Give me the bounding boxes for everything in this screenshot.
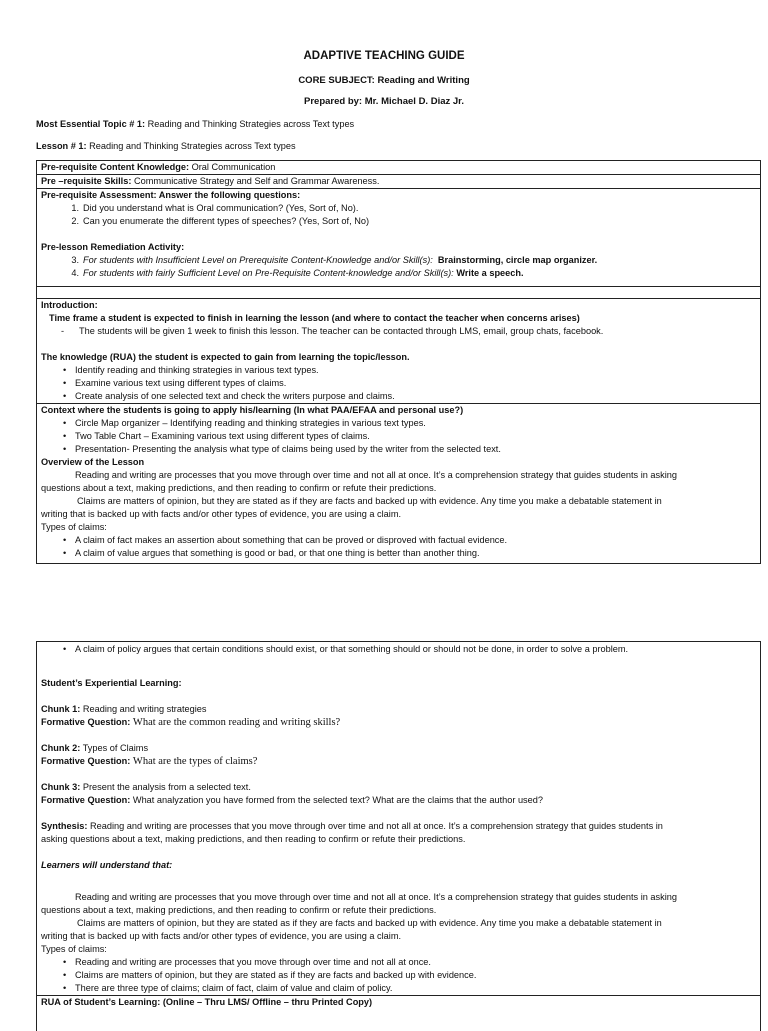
- context-item: • Two Table Chart – Examining various text using different types of claims.: [63, 431, 370, 441]
- assessment-question-2: 2. Can you enumerate the different types of speeches? (Yes, Sort of, No): [71, 216, 369, 226]
- prereq-skills-row: Pre –requisite Skills: Communicative Strategy and Self and Grammar Awareness.: [37, 175, 760, 189]
- learners-label: Learners will understand that:: [41, 860, 173, 870]
- chunk-3-question: Formative Question: What analyzation you have formed from the selected text? What are the claims that the author used?: [41, 795, 543, 805]
- context-row: Context where the students is going to apply his/learning (In what PAA/EFAA and personal use?) • Circle Map organizer – Identifying reading and thinking strategies in various text types. • Two Table Chart – Examining various text using different types of claims. • Presentation- Presenting the analysis what type of claims being used by the writer from the selected text. Overview of the Lesson Reading and writing are processes that you move through over time and not all at once. It’s a comprehension strategy that guides students in asking questions about a text, making predictions, and then reading to confirm or refute their predictions. Claims are matters of opinion, but they are stated as if they are facts and backed up with evidence. Any time you make a debatable statement in writing that is backed up with facts and/or other types of evidence, you are using a claim. Types of claims: • A claim of fact makes an assertion about something that can be proved or disproved with factual evidence. • A claim of value argues that something is good or bad, or that one thing is better than another thing.: [37, 404, 760, 563]
- overview-paragraph-2b: writing that is backed up with facts and/or other types of evidence, you are using a claim.: [41, 509, 402, 519]
- synthesis: Synthesis: Reading and writing are processes that you move through over time and not all at once. It’s a comprehension strategy that guides students in: [41, 821, 663, 831]
- timeframe-item: - The students will be given 1 week to finish this lesson. The teacher can be contacted through LMS, email, group chats, facebook.: [61, 326, 604, 336]
- core-subject: CORE SUBJECT: Reading and Writing: [298, 75, 470, 86]
- rua-item: • Create analysis of one selected text and check the writers purpose and claims.: [63, 391, 395, 401]
- context-item: • Circle Map organizer – Identifying reading and thinking strategies in various text types.: [63, 418, 426, 428]
- overview-paragraph-2a: Claims are matters of opinion, but they are stated as if they are facts and backed up with evidence. Any time you make a debatable statement in: [77, 496, 662, 506]
- chunk-1-question: Formative Question: What are the common reading and writing skills?: [41, 717, 341, 728]
- understanding-paragraph-2b: writing that is backed up with facts and/or other types of evidence, you are using a claim.: [41, 931, 402, 941]
- types-of-claims-label-2: Types of claims:: [41, 944, 107, 954]
- timeframe-label: Time frame a student is expected to finish in learning the lesson (and where to contact the teacher when concerns arises): [49, 313, 580, 323]
- prereq-content-row: Pre-requisite Content Knowledge: Oral Communication: [37, 161, 760, 175]
- remediation-label: Pre-lesson Remediation Activity:: [41, 242, 185, 252]
- understanding-paragraph-2a: Claims are matters of opinion, but they are stated as if they are facts and backed up with evidence. Any time you make a debatable statement in: [77, 918, 662, 928]
- rua-item: • Examine various text using different types of claims.: [63, 378, 287, 388]
- experiential-row: [37, 642, 760, 996]
- policy-claim-item: • A claim of policy argues that certain conditions should exist, or that something should or should not be done, in order to solve a problem.: [63, 644, 629, 654]
- prereq-assessment-row: Pre-requisite Assessment: Answer the following questions: 1. Did you understand what is Oral communication? (Yes, Sort of, No). 2. Can you enumerate the different types of speeches? (Yes, Sort of, No) Pre-lesson Remediation Activity: 3. For students with Insufficient Level on Prerequisite Content-Knowledge and/or Skill(s): Brainstorming, circle map organizer. 4. For students with fairly Sufficient Level on Pre-Requisite Content-knowledge and/or Skill(s): Write a speech.: [37, 189, 760, 287]
- lesson-line: Lesson # 1: Reading and Thinking Strategies across Text types: [36, 141, 296, 151]
- chunk-1: Chunk 1: Reading and writing strategies: [41, 704, 207, 714]
- rua-learning-row: RUA of Student’s Learning: (Online – Thru LMS/ Offline – thru Printed Copy): [41, 997, 373, 1007]
- chunk-2-question: Formative Question: What are the types of claims?: [41, 756, 258, 767]
- remediation-item-3: 3. For students with Insufficient Level on Prerequisite Content-Knowledge and/or Skill(s): Brainstorming, circle map organizer.: [71, 255, 598, 265]
- context-item: • Presentation- Presenting the analysis what type of claims being used by the writer from the selected text.: [63, 444, 501, 454]
- lesson-table-page1: [36, 160, 761, 564]
- overview-paragraph-1b: questions about a text, making predictions, and then reading to confirm or refute their predictions.: [41, 483, 437, 493]
- claim-item: • A claim of value argues that something is good or bad, or that one thing is better than another thing.: [63, 548, 480, 558]
- essential-topic: Most Essential Topic # 1: Reading and Thinking Strategies across Text types: [36, 119, 355, 129]
- chunk-2: Chunk 2: Types of Claims: [41, 743, 149, 753]
- rua-label: The knowledge (RUA) the student is expected to gain from learning the topic/lesson.: [41, 352, 410, 362]
- synthesis-continued: asking questions about a text, making predictions, and then reading to confirm or refute their predictions.: [41, 834, 466, 844]
- understanding-item: • There are three type of claims; claim of fact, claim of value and claim of policy.: [63, 983, 393, 993]
- experiential-label: Student’s Experiential Learning:: [41, 678, 182, 688]
- introduction-row: Introduction: Time frame a student is expected to finish in learning the lesson (and where to contact the teacher when concerns arises) - The students will be given 1 week to finish this lesson. The teacher can be contacted through LMS, email, group chats, facebook. The knowledge (RUA) the student is expected to gain from learning the topic/lesson. • Identify reading and thinking strategies in various text types. • Examine various text using different types of claims. • Create analysis of one selected text and check the writers purpose and claims.: [37, 299, 760, 404]
- assessment-question-1: 1. Did you understand what is Oral communication? (Yes, Sort of, No).: [71, 203, 359, 213]
- prepared-by: Prepared by: Mr. Michael D. Diaz Jr.: [304, 96, 464, 107]
- rua-item: • Identify reading and thinking strategies in various text types.: [63, 365, 319, 375]
- understanding-paragraph-1b: questions about a text, making predictions, and then reading to confirm or refute their predictions.: [41, 905, 437, 915]
- chunk-3: Chunk 3: Present the analysis from a selected text.: [41, 782, 251, 792]
- types-of-claims-label: Types of claims:: [41, 522, 107, 532]
- remediation-item-4: 4. For students with fairly Sufficient Level on Pre-Requisite Content-knowledge and/or Skill(s): Write a speech.: [71, 268, 524, 278]
- understanding-item: • Reading and writing are processes that you move through over time and not all at once.: [63, 957, 431, 967]
- claim-item: • A claim of fact makes an assertion about something that can be proved or disproved with factual evidence.: [63, 535, 508, 545]
- lesson-table-page2: [36, 641, 761, 1031]
- understanding-paragraph-1a: Reading and writing are processes that you move through over time and not all at once. It’s a comprehension strategy that guides students in asking: [75, 892, 677, 902]
- overview-paragraph-1a: Reading and writing are processes that you move through over time and not all at once. It’s a comprehension strategy that guides students in asking: [75, 470, 677, 480]
- understanding-item: • Claims are matters of opinion, but they are stated as if they are facts and backed up with evidence.: [63, 970, 477, 980]
- empty-row: [37, 287, 760, 299]
- document-title: ADAPTIVE TEACHING GUIDE: [303, 50, 465, 62]
- overview-label: Overview of the Lesson: [41, 457, 145, 467]
